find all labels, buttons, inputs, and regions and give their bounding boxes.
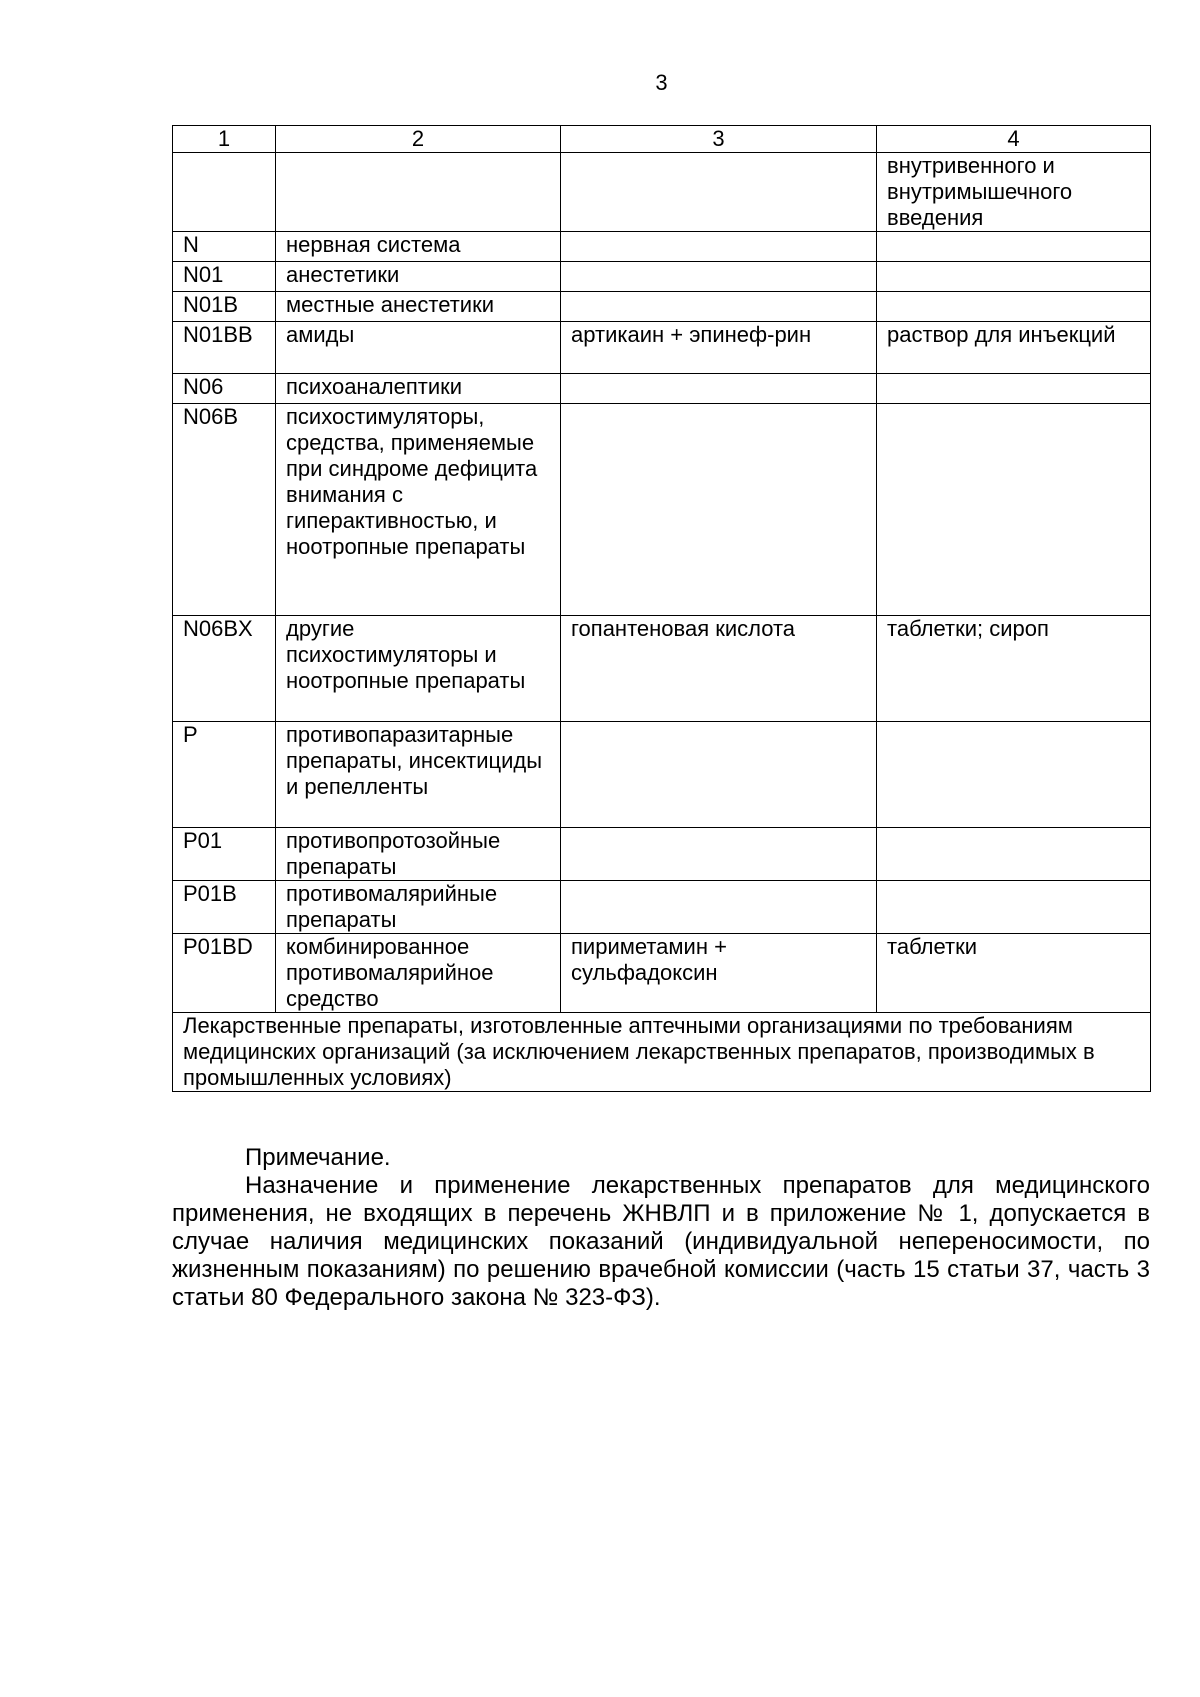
atc-code-cell: N01B [173, 292, 276, 322]
atc-code-cell: N01BB [173, 322, 276, 374]
dosage-form-cell [877, 722, 1151, 828]
group-name-cell: местные анестетики [276, 292, 561, 322]
table-row [173, 374, 1151, 404]
dosage-form-cell [877, 404, 1151, 616]
table-row [173, 934, 1151, 1013]
atc-code-cell: P01B [173, 881, 276, 934]
table-row [173, 616, 1151, 722]
drug-name-cell: гопантеновая кислота [561, 616, 877, 722]
group-name-cell: комбинированное противомалярийное средство [276, 934, 561, 1013]
table-row [173, 153, 1151, 232]
note-section [172, 1144, 1150, 1312]
drug-name-cell [561, 374, 877, 404]
drug-name-cell [561, 404, 877, 616]
drug-name-cell [561, 153, 877, 232]
header-cell-3: 3 [561, 126, 877, 153]
group-name-cell: анестетики [276, 262, 561, 292]
compounded-drugs-note: Лекарственные препараты, изготовленные аптечными организациями по требованиям медицинских организаций (за исключением лекарственных препаратов, производимых в промышленных условиях) [173, 1013, 1151, 1092]
drug-name-cell [561, 262, 877, 292]
header-cell-1: 1 [173, 126, 276, 153]
dosage-form-cell [877, 828, 1151, 881]
table-footer-row [173, 1013, 1151, 1092]
group-name-cell: амиды [276, 322, 561, 374]
table-header-row [173, 126, 1151, 153]
atc-code-cell: P01BD [173, 934, 276, 1013]
drug-name-cell: артикаин + эпинеф-рин [561, 322, 877, 374]
group-name-cell: другие психостимуляторы и ноотропные препараты [276, 616, 561, 722]
note-body: Назначение и применение лекарственных препаратов для медицинского применения, не входящих в перечень ЖНВЛП и в приложение № 1, допускается в случае наличия медицинских показаний (индивидуальной непереносимости, по жизненным показаниям) по решению врачебной комиссии (часть 15 статьи 37, часть 3 статьи 80 Федерального закона № 323-ФЗ). [172, 1172, 1150, 1311]
table-row [173, 404, 1151, 616]
dosage-form-cell: таблетки [877, 934, 1151, 1013]
group-name-cell: противопротозойные препараты [276, 828, 561, 881]
dosage-form-cell [877, 881, 1151, 934]
group-name-cell [276, 153, 561, 232]
dosage-form-cell: таблетки; сироп [877, 616, 1151, 722]
atc-code-cell: N01 [173, 262, 276, 292]
table-row [173, 828, 1151, 881]
table-row [173, 232, 1151, 262]
group-name-cell: нервная система [276, 232, 561, 262]
table-row [173, 292, 1151, 322]
atc-code-cell [173, 153, 276, 232]
header-cell-4: 4 [877, 126, 1151, 153]
atc-code-cell: P [173, 722, 276, 828]
drug-list-table [172, 125, 1151, 1092]
note-title: Примечание. [245, 1144, 391, 1171]
atc-code-cell: N06 [173, 374, 276, 404]
dosage-form-cell [877, 374, 1151, 404]
table-row [173, 881, 1151, 934]
dosage-form-cell: раствор для инъекций [877, 322, 1151, 374]
dosage-form-cell [877, 262, 1151, 292]
table-row [173, 722, 1151, 828]
atc-code-cell: N06BX [173, 616, 276, 722]
page-number: 3 [655, 70, 668, 95]
drug-name-cell [561, 881, 877, 934]
drug-name-cell [561, 292, 877, 322]
group-name-cell: противомалярийные препараты [276, 881, 561, 934]
drug-name-cell [561, 232, 877, 262]
dosage-form-cell [877, 232, 1151, 262]
dosage-form-cell: внутривенного и внутримышечного введения [877, 153, 1151, 232]
header-cell-2: 2 [276, 126, 561, 153]
atc-code-cell: P01 [173, 828, 276, 881]
drug-name-cell: пириметамин + сульфадоксин [561, 934, 877, 1013]
table-row [173, 262, 1151, 292]
drug-name-cell [561, 722, 877, 828]
dosage-form-cell [877, 292, 1151, 322]
group-name-cell: психоаналептики [276, 374, 561, 404]
table-row [173, 322, 1151, 374]
group-name-cell: противопаразитарные препараты, инсектициды и репелленты [276, 722, 561, 828]
atc-code-cell: N06B [173, 404, 276, 616]
atc-code-cell: N [173, 232, 276, 262]
drug-name-cell [561, 828, 877, 881]
group-name-cell: психостимуляторы, средства, применяемые при синдроме дефицита внимания с гиперактивностью, и ноотропные препараты [276, 404, 561, 616]
